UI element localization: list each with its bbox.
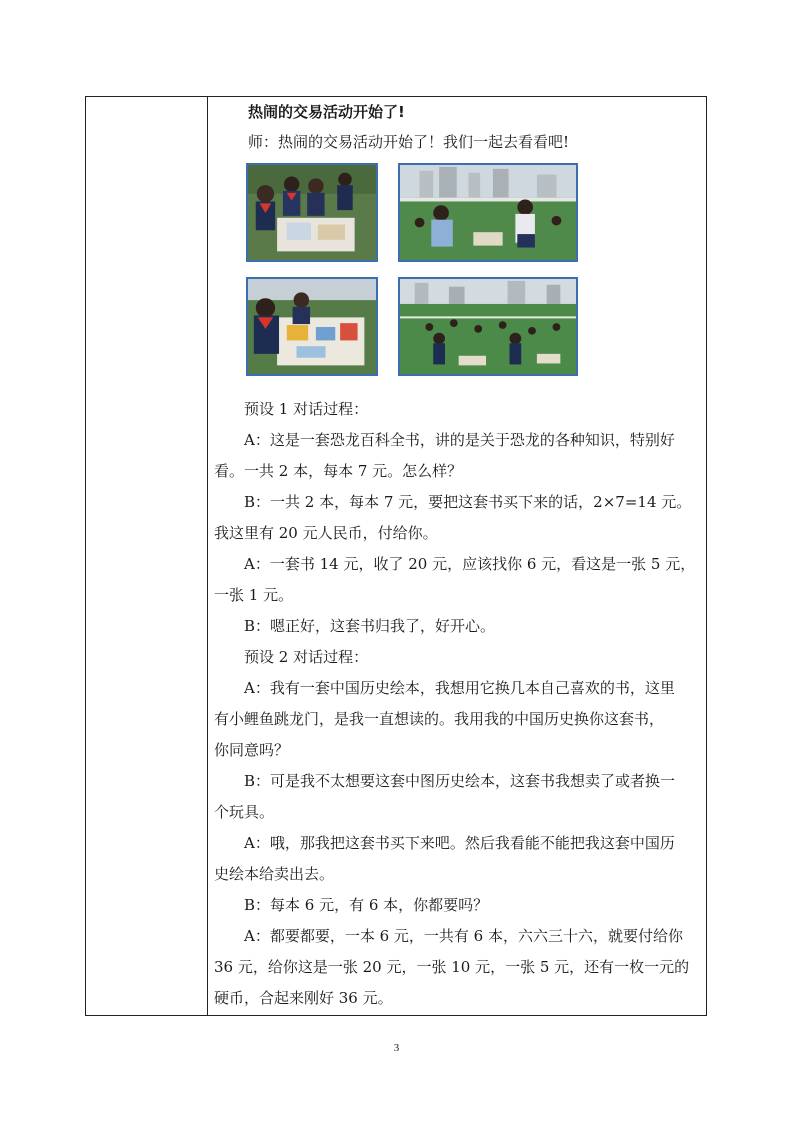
dialogue-paragraph bbox=[214, 394, 728, 425]
dialogue-paragraph bbox=[214, 828, 698, 890]
dialogue-line: A：我有一套中国历史绘本，我想用它换几本自己喜欢的书，这里 bbox=[244, 679, 675, 697]
teacher-intro: 师：热闹的交易活动开始了！我们一起去看看吧! bbox=[248, 133, 570, 151]
dialogue-line: 史绘本给卖出去。 bbox=[214, 865, 335, 883]
dialogue-paragraph bbox=[214, 425, 698, 487]
activity-photos bbox=[242, 159, 584, 385]
dialogue-paragraph bbox=[214, 487, 698, 549]
dialogue-paragraph bbox=[214, 642, 728, 673]
dialogue-line: 36 元，给你这是一张 20 元，一张 10 元，一张 5 元，还有一枚一元的 bbox=[214, 958, 690, 976]
photo-children-on-field bbox=[398, 163, 578, 262]
dialogue-line: B：可是我不太想要这套中图历史绘本，这套书我想卖了或者换一 bbox=[244, 772, 676, 790]
dialogue-paragraph bbox=[214, 549, 698, 611]
dialogue-line: 我这里有 20 元人民币，付给你。 bbox=[214, 524, 438, 542]
dialogue-paragraph bbox=[214, 611, 728, 642]
dialogue-line: B：每本 6 元，有 6 本，你都要吗？ bbox=[244, 896, 489, 914]
dialogue-paragraph bbox=[214, 921, 698, 1014]
dialogue-line: 预设 2 对话过程： bbox=[244, 648, 369, 666]
dialogue-line: B：一共 2 本，每本 7 元，要把这套书买下来的话，2×7=14 元。 bbox=[244, 493, 692, 511]
dialogue-line: A：这是一套恐龙百科全书，讲的是关于恐龙的各种知识，特别好 bbox=[244, 431, 675, 449]
dialogue-line: B：嗯正好，这套书归我了，好开心。 bbox=[244, 617, 496, 635]
lesson-table bbox=[85, 96, 707, 1016]
photo-many-children-on-field bbox=[398, 277, 578, 376]
dialogue-line: 看。一共 2 本，每本 7 元。怎么样？ bbox=[214, 462, 463, 480]
section-heading: 热闹的交易活动开始了! bbox=[248, 103, 405, 121]
column-divider bbox=[207, 97, 208, 1015]
photo-children-with-book-stall bbox=[246, 277, 378, 376]
dialogue-line: 预设 1 对话过程： bbox=[244, 400, 369, 418]
dialogue-line: 你同意吗？ bbox=[214, 741, 290, 759]
photo-children-trading-books bbox=[246, 163, 378, 262]
dialogue-line: 个玩具。 bbox=[214, 803, 275, 821]
dialogue-line: 有小鲤鱼跳龙门，是我一直想读的。我用我的中国历史换你这套书， bbox=[214, 710, 665, 728]
dialogue-line: 硬币，合起来刚好 36 元。 bbox=[214, 989, 393, 1007]
dialogue-paragraph bbox=[214, 890, 728, 921]
dialogue-line: A：都要都要，一本 6 元，一共有 6 本，六六三十六，就要付给你 bbox=[244, 927, 683, 945]
dialogue-line: 一张 1 元。 bbox=[214, 586, 294, 604]
dialogue-line: A：哦，那我把这套书买下来吧。然后我看能不能把我这套中国历 bbox=[244, 834, 675, 852]
dialogue-line: A：一套书 14 元，收了 20 元，应该找你 6 元，看这是一张 5 元， bbox=[244, 555, 696, 573]
dialogue-paragraph bbox=[214, 673, 698, 766]
page-number: 3 bbox=[393, 1042, 400, 1054]
dialogue-paragraph bbox=[214, 766, 698, 828]
